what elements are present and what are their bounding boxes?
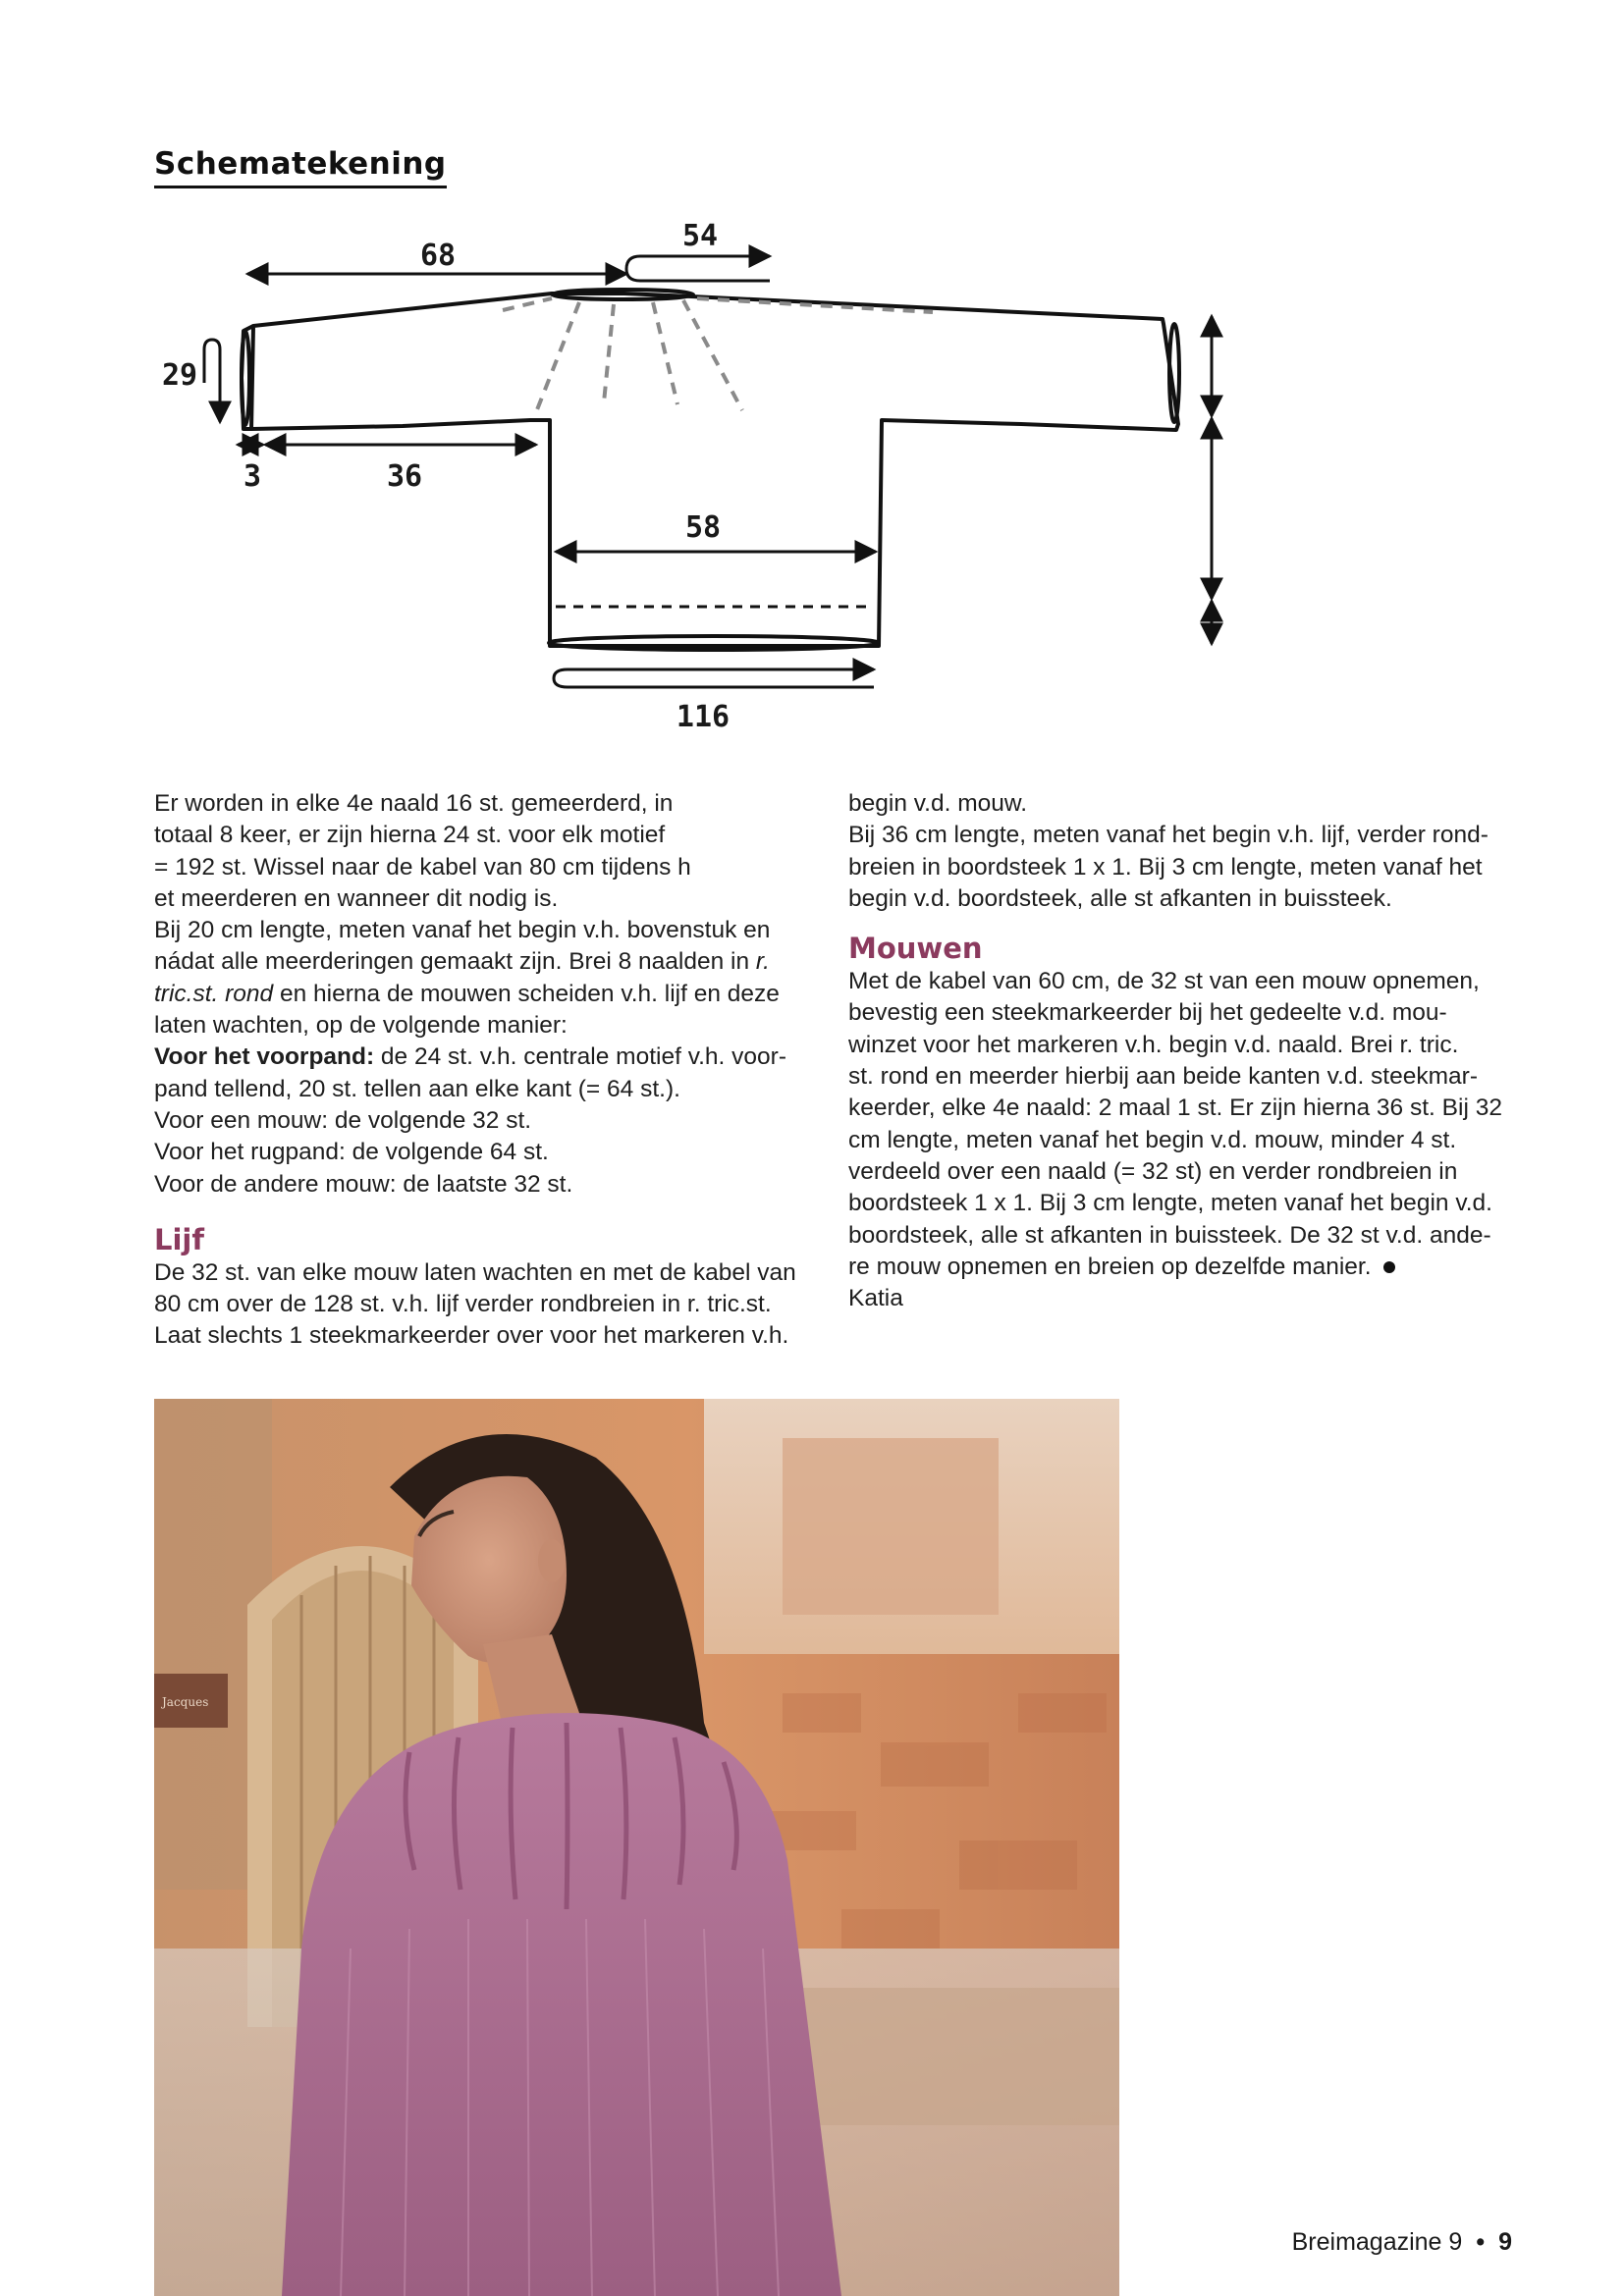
lijf-cont-line: Bij 36 cm lengte, meten vanaf het begin v.h. lijf, verder rond- xyxy=(848,822,1489,849)
mouwen-line: boordsteek, alle st afkanten in buissteek. De 32 st v.d. ande- xyxy=(848,1221,1491,1249)
mouwen-heading: Mouwen xyxy=(848,932,983,966)
mouw-2-line: Voor de andere mouw: de laatste 32 st. xyxy=(154,1170,573,1198)
yoke-line-1 xyxy=(536,302,579,412)
mouwen-line: keerder, elke 4e naald: 2 maal 1 st. Er zijn hierna 36 st. Bij 32 xyxy=(848,1095,1502,1122)
label-58: 58 xyxy=(684,510,722,545)
label-54: 54 xyxy=(681,219,719,253)
label-116: 116 xyxy=(676,700,731,734)
photo-illustration xyxy=(154,1399,1119,2296)
rugpand-line: Voor het rugpand: de volgende 64 st. xyxy=(154,1139,549,1166)
mouwen-line: Met de kabel van 60 cm, de 32 st van een mouw opnemen, xyxy=(848,968,1480,995)
intro-line: nádat alle meerderingen gemaakt zijn. Brei 8 naalden in r. xyxy=(154,948,770,976)
voorpand-line-2: pand tellend, 20 st. tellen aan elke kant (= 64 st.). xyxy=(154,1075,680,1102)
lijf-line: De 32 st. van elke mouw laten wachten en met de kabel van xyxy=(154,1258,796,1286)
right-column xyxy=(848,788,1516,1314)
mouwen-line: cm lengte, meten vanaf het begin v.d. mouw, minder 4 st. xyxy=(848,1126,1457,1153)
arrow-54 xyxy=(626,256,770,281)
lijf-cont-line: begin v.d. boordsteek, alle st afkanten in buissteek. xyxy=(848,884,1392,912)
lijf-line: Laat slechts 1 steekmarkeerder over voor het markeren v.h. xyxy=(154,1322,789,1350)
mouwen-line: boordsteek 1 x 1. Bij 3 cm lengte, meten vanaf het begin v.d. xyxy=(848,1190,1492,1217)
label-29: 29 xyxy=(161,358,198,393)
page-number: 9 xyxy=(1498,2228,1512,2256)
mouwen-line: bevestig een steekmarkeerder bij het gedeelte v.d. mou- xyxy=(848,999,1447,1027)
intro-paragraph xyxy=(154,788,812,979)
label-68: 68 xyxy=(419,239,457,273)
yoke-line-2 xyxy=(604,304,614,402)
lijf-line: 80 cm over de 128 st. v.h. lijf verder rondbreien in r. tric.st. xyxy=(154,1291,772,1318)
left-column xyxy=(154,788,812,1353)
yoke-line-left xyxy=(503,298,552,310)
yoke-line-4 xyxy=(683,300,742,410)
lijf-paragraph xyxy=(154,1257,812,1353)
sweater xyxy=(282,1713,841,2296)
label-3: 3 xyxy=(243,459,262,494)
intro-line: totaal 8 keer, er zijn hierna 24 st. voor elk motief xyxy=(154,822,666,849)
mouwen-last-line: re mouw opnemen en breien op dezelfde manier. xyxy=(848,1252,1516,1283)
intro-line: Er worden in elke 4e naald 16 st. gemeerderd, in xyxy=(154,790,674,817)
intro-line: Bij 20 cm lengte, meten vanaf het begin v.h. bovenstuk en xyxy=(154,917,771,944)
yoke-line-3 xyxy=(653,302,677,404)
lijf-cont-line: begin v.d. mouw. xyxy=(848,790,1028,817)
mouw-1-line: Voor een mouw: de volgende 32 st. xyxy=(154,1106,532,1134)
label-36: 36 xyxy=(386,459,423,494)
lijf-continued-paragraph xyxy=(848,788,1516,915)
lijf-cont-line: breien in boordsteek 1 x 1. Bij 3 cm lengte, meten vanaf het xyxy=(848,853,1483,881)
intro-line: et meerderen en wanneer dit nodig is. xyxy=(154,884,559,912)
mouwen-line: winzet voor het markeren v.h. begin v.d. naald. Brei r. tric. xyxy=(848,1031,1459,1058)
arrow-116 xyxy=(554,669,874,687)
model-photo xyxy=(154,1399,1119,2296)
footer-bullet: • xyxy=(1476,2228,1486,2256)
mouwen-paragraph xyxy=(848,966,1516,1252)
brei-line-2: tric.st. rond en hierna de mouwen scheiden v.h. lijf en deze xyxy=(154,980,780,1007)
mouwen-line: st. rond en meerder hierbij aan beide kanten v.d. steekmar- xyxy=(848,1063,1478,1091)
page-footer xyxy=(1292,2228,1512,2257)
lijf-heading: Lijf xyxy=(154,1222,204,1256)
intro-line: = 192 st. Wissel naar de kabel van 80 cm tijdens h xyxy=(154,853,691,881)
designer-name: Katia xyxy=(848,1285,903,1312)
end-mark-icon xyxy=(1383,1261,1395,1273)
schematic-drawing xyxy=(147,196,1237,746)
arrow-29 xyxy=(204,340,220,422)
brei-line-3: laten wachten, op de volgende manier: xyxy=(154,1012,568,1040)
schema-title: Schematekening xyxy=(154,147,447,188)
magazine-name: Breimagazine 9 xyxy=(1291,2228,1463,2256)
mouwen-line: verdeeld over een naald (= 32 st) en verder rondbreien in xyxy=(848,1157,1458,1185)
voorpand-line: Voor het voorpand: de 24 st. v.h. centrale motief v.h. voor- xyxy=(154,1043,786,1071)
svg-text:Jacques: Jacques xyxy=(162,1695,209,1709)
